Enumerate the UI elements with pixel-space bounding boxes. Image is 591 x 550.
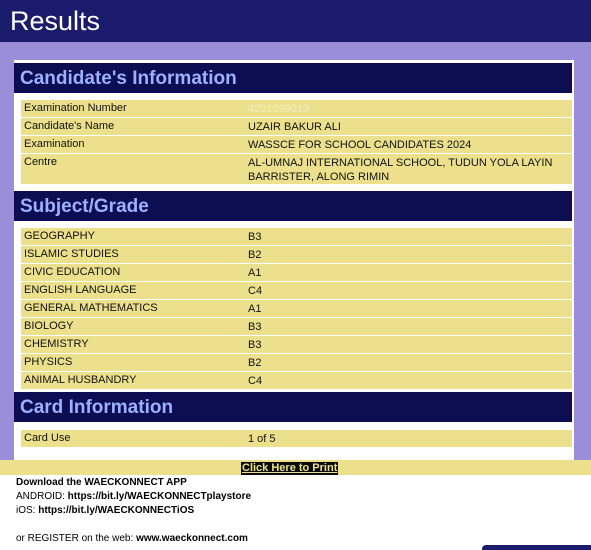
table-row (21, 228, 572, 245)
corner-decoration (482, 545, 591, 550)
subject-grade: A1 (248, 267, 262, 279)
info-label: Examination Number (24, 102, 127, 114)
subject-grade: B3 (248, 339, 262, 351)
register-label: or REGISTER on the web: (16, 533, 137, 544)
table-row (21, 372, 572, 389)
subject-grade-heading (14, 191, 572, 221)
table-row (21, 354, 572, 371)
android-link[interactable]: https://bit.ly/WAECKONNECTplaystore (67, 491, 252, 502)
table-row (21, 264, 572, 281)
table-row (21, 246, 572, 263)
subject-grade: A1 (248, 303, 262, 315)
subject-name: PHYSICS (24, 356, 73, 368)
info-value: AL-UMNAJ INTERNATIONAL SCHOOL, TUDUN YOLA LAYIN BARRISTER, ALONG RIMIN (248, 157, 553, 183)
candidate-info-heading-text: Candidate's Information (20, 68, 237, 89)
footer-app-text: Download the WAECKONNECT APP (16, 477, 187, 488)
info-row-examination (21, 136, 572, 153)
info-value: WASSCE FOR SCHOOL CANDIDATES 2024 (248, 139, 472, 151)
subject-name: GEOGRAPHY (24, 230, 95, 242)
subject-name: CIVIC EDUCATION (24, 266, 121, 278)
subject-grade: B2 (248, 249, 262, 261)
table-row (21, 318, 572, 335)
info-value: UZAIR BAKUR ALI (248, 121, 341, 133)
info-label: Examination (24, 138, 85, 150)
subject-grade: C4 (248, 285, 263, 297)
android-label: ANDROID: (16, 491, 68, 502)
info-row-centre (21, 154, 572, 184)
card-info-heading-text: Card Information (20, 397, 174, 418)
info-label: Centre (24, 156, 58, 168)
subject-grade: B3 (248, 231, 262, 243)
results-panel (14, 60, 574, 460)
subject-name: CHEMISTRY (24, 338, 89, 350)
table-row (21, 336, 572, 353)
card-info-heading (14, 392, 572, 422)
footer-register-line (16, 533, 248, 544)
header-bar (0, 0, 591, 42)
subject-name: BIOLOGY (24, 320, 74, 332)
ios-link[interactable]: https://bit.ly/WAECKONNECTiOS (38, 505, 195, 516)
subject-grade-heading-text: Subject/Grade (20, 196, 149, 217)
page-title: Results (10, 6, 101, 36)
candidate-info-heading (14, 63, 572, 93)
info-row-exam-number (21, 100, 572, 117)
info-value: 4201599013 (248, 103, 310, 115)
print-link[interactable]: Click Here to Print (242, 462, 338, 474)
subject-name: ANIMAL HUSBANDRY (24, 374, 137, 386)
register-link[interactable]: www.waeckonnect.com (136, 533, 248, 544)
subject-name: ISLAMIC STUDIES (24, 248, 119, 260)
results-frame (0, 42, 591, 460)
card-use-label: Card Use (24, 432, 71, 444)
subject-name: ENGLISH LANGUAGE (24, 284, 137, 296)
subject-grade: B2 (248, 357, 262, 369)
card-use-row (21, 430, 572, 447)
subject-name: GENERAL MATHEMATICS (24, 302, 158, 314)
ios-label: iOS: (16, 505, 39, 516)
table-row (21, 300, 572, 317)
table-row (21, 282, 572, 299)
footer-app-line (16, 477, 187, 488)
subject-grade: C4 (248, 375, 263, 387)
subject-grade: B3 (248, 321, 262, 333)
card-use-value: 1 of 5 (248, 433, 276, 445)
footer-android-line (16, 491, 251, 502)
footer-ios-line (16, 505, 194, 516)
info-label: Candidate's Name (24, 120, 115, 132)
info-row-candidate-name (21, 118, 572, 135)
